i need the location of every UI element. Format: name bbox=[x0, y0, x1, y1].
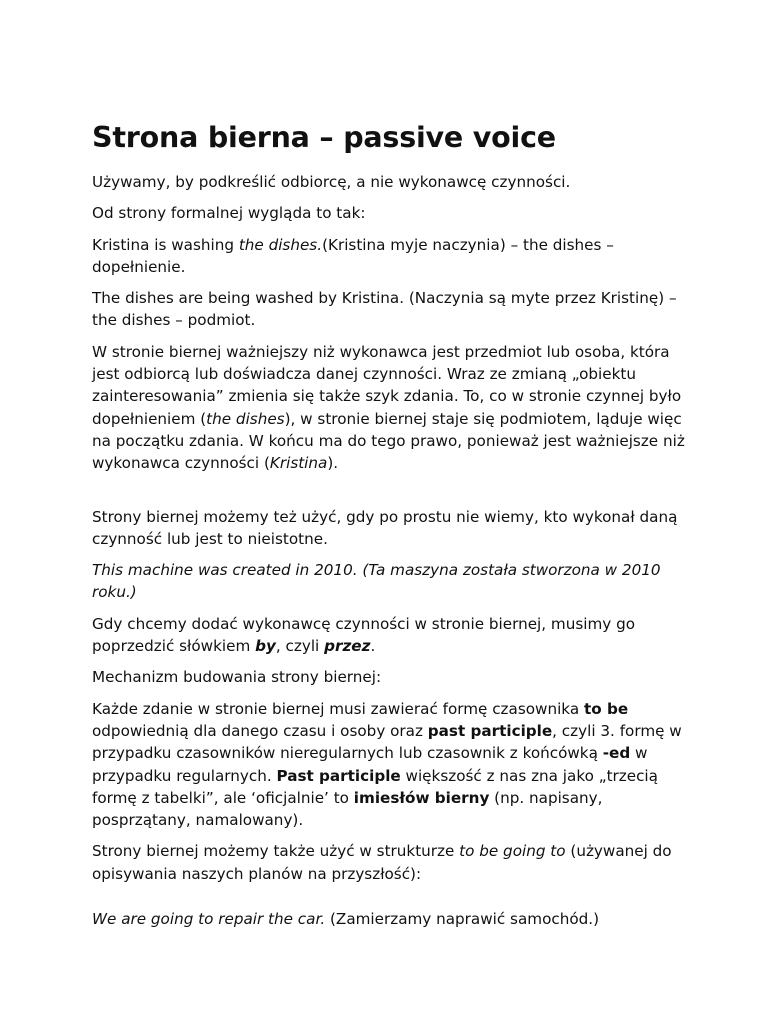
bold-italic-run: przez bbox=[324, 637, 371, 656]
text-run: W stronie biernej ważniejszy niż wykonawca jest przedmiot lub osoba, która jest odbiorcą lub doświadcza danej czynności. Wraz ze zmianą „obiektu zainteresowania” zmienia się także szyk zdania. To, co w stronie czynnej było dopełnieniem ( bbox=[92, 342, 682, 428]
italic-run: the dishes. bbox=[238, 235, 323, 254]
text-run: Każde zdanie w stronie biernej musi zawierać formę czasownika bbox=[92, 699, 584, 718]
text-run: odpowiednią dla danego czasu i osoby oraz bbox=[92, 721, 428, 740]
paragraph-going-to bbox=[92, 840, 688, 885]
text-run: Kristina is washing bbox=[92, 235, 239, 254]
bold-run: to be bbox=[583, 699, 629, 718]
paragraph-passive-example: The dishes are being washed by Kristina. (Naczynia są myte przez Kristinę) – the dishes – podmiot. bbox=[92, 289, 677, 330]
bold-run: past participle bbox=[427, 721, 553, 740]
paragraph-active-example bbox=[92, 234, 688, 279]
blank-line bbox=[92, 894, 688, 908]
text-run: (Zamierzamy naprawić samochód.) bbox=[325, 910, 600, 929]
italic-run: We are going to repair the car. bbox=[92, 910, 326, 929]
text-run: . bbox=[370, 637, 376, 656]
italic-run: the dishes bbox=[206, 409, 285, 428]
text-run: większość z nas zna jako „trzecią formę z tabelki”, ale ‘oficjalnie’ to bbox=[92, 766, 658, 807]
paragraph-machine-example bbox=[92, 559, 688, 604]
text-run: Strony biernej możemy także użyć w strukturze bbox=[92, 842, 460, 861]
text-run: Gdy chcemy dodać wykonawcę czynności w stronie biernej, musimy go poprzedzić słówkiem bbox=[92, 614, 636, 656]
paragraph-intro: Używamy, by podkreślić odbiorcę, a nie wykonawcę czynności. bbox=[92, 173, 571, 191]
text-run: (używanej do opisywania naszych planów na przyszłość): bbox=[92, 842, 672, 883]
text-run: , czyli 3. formę w przypadku czasowników nieregularnych lub czasownik z końcówką bbox=[92, 721, 682, 763]
bold-run: imiesłów bierny bbox=[353, 788, 490, 807]
paragraph-car-example bbox=[92, 908, 688, 930]
paragraph-unknown-agent: Strony biernej możemy też użyć, gdy po prostu nie wiemy, kto wykonał daną czynność lub jest to nieistotne. bbox=[92, 507, 678, 548]
text-run: , czyli bbox=[275, 637, 325, 656]
text-run: (np. napisany, posprzątany, namalowany). bbox=[92, 788, 603, 830]
bold-run: Past participle bbox=[276, 766, 401, 785]
document-title: Strona bierna – passive voice bbox=[92, 121, 556, 154]
text-run: w przypadku regularnych. bbox=[92, 744, 648, 785]
italic-run: to be going to bbox=[459, 842, 566, 861]
paragraph-mechanism: Mechanizm budowania strony biernej: bbox=[92, 668, 382, 687]
text-run: ). bbox=[327, 454, 339, 473]
text-run: ), w stronie biernej staje się podmiotem, ląduje więc na początku zdania. W końcu ma do tego prawo, ponieważ jest ważniejsze niż wykonawca czynności ( bbox=[92, 409, 685, 473]
text-run: (Kristina myje naczynia) – the dishes – dopełnienie. bbox=[92, 235, 614, 276]
paragraph-construction bbox=[92, 698, 688, 832]
blank-line bbox=[92, 484, 688, 506]
bold-run: -ed bbox=[602, 744, 631, 763]
italic-run: Kristina bbox=[269, 454, 328, 473]
paragraph-by-agent bbox=[92, 613, 688, 658]
italic-run: This machine was created in 2010. (Ta maszyna została stworzona w 2010 roku.) bbox=[92, 561, 661, 602]
document-page bbox=[92, 118, 688, 939]
paragraph-formal: Od strony formalnej wygląda to tak: bbox=[92, 204, 366, 223]
paragraph-explanation bbox=[92, 341, 688, 475]
bold-italic-run: by bbox=[255, 637, 276, 656]
